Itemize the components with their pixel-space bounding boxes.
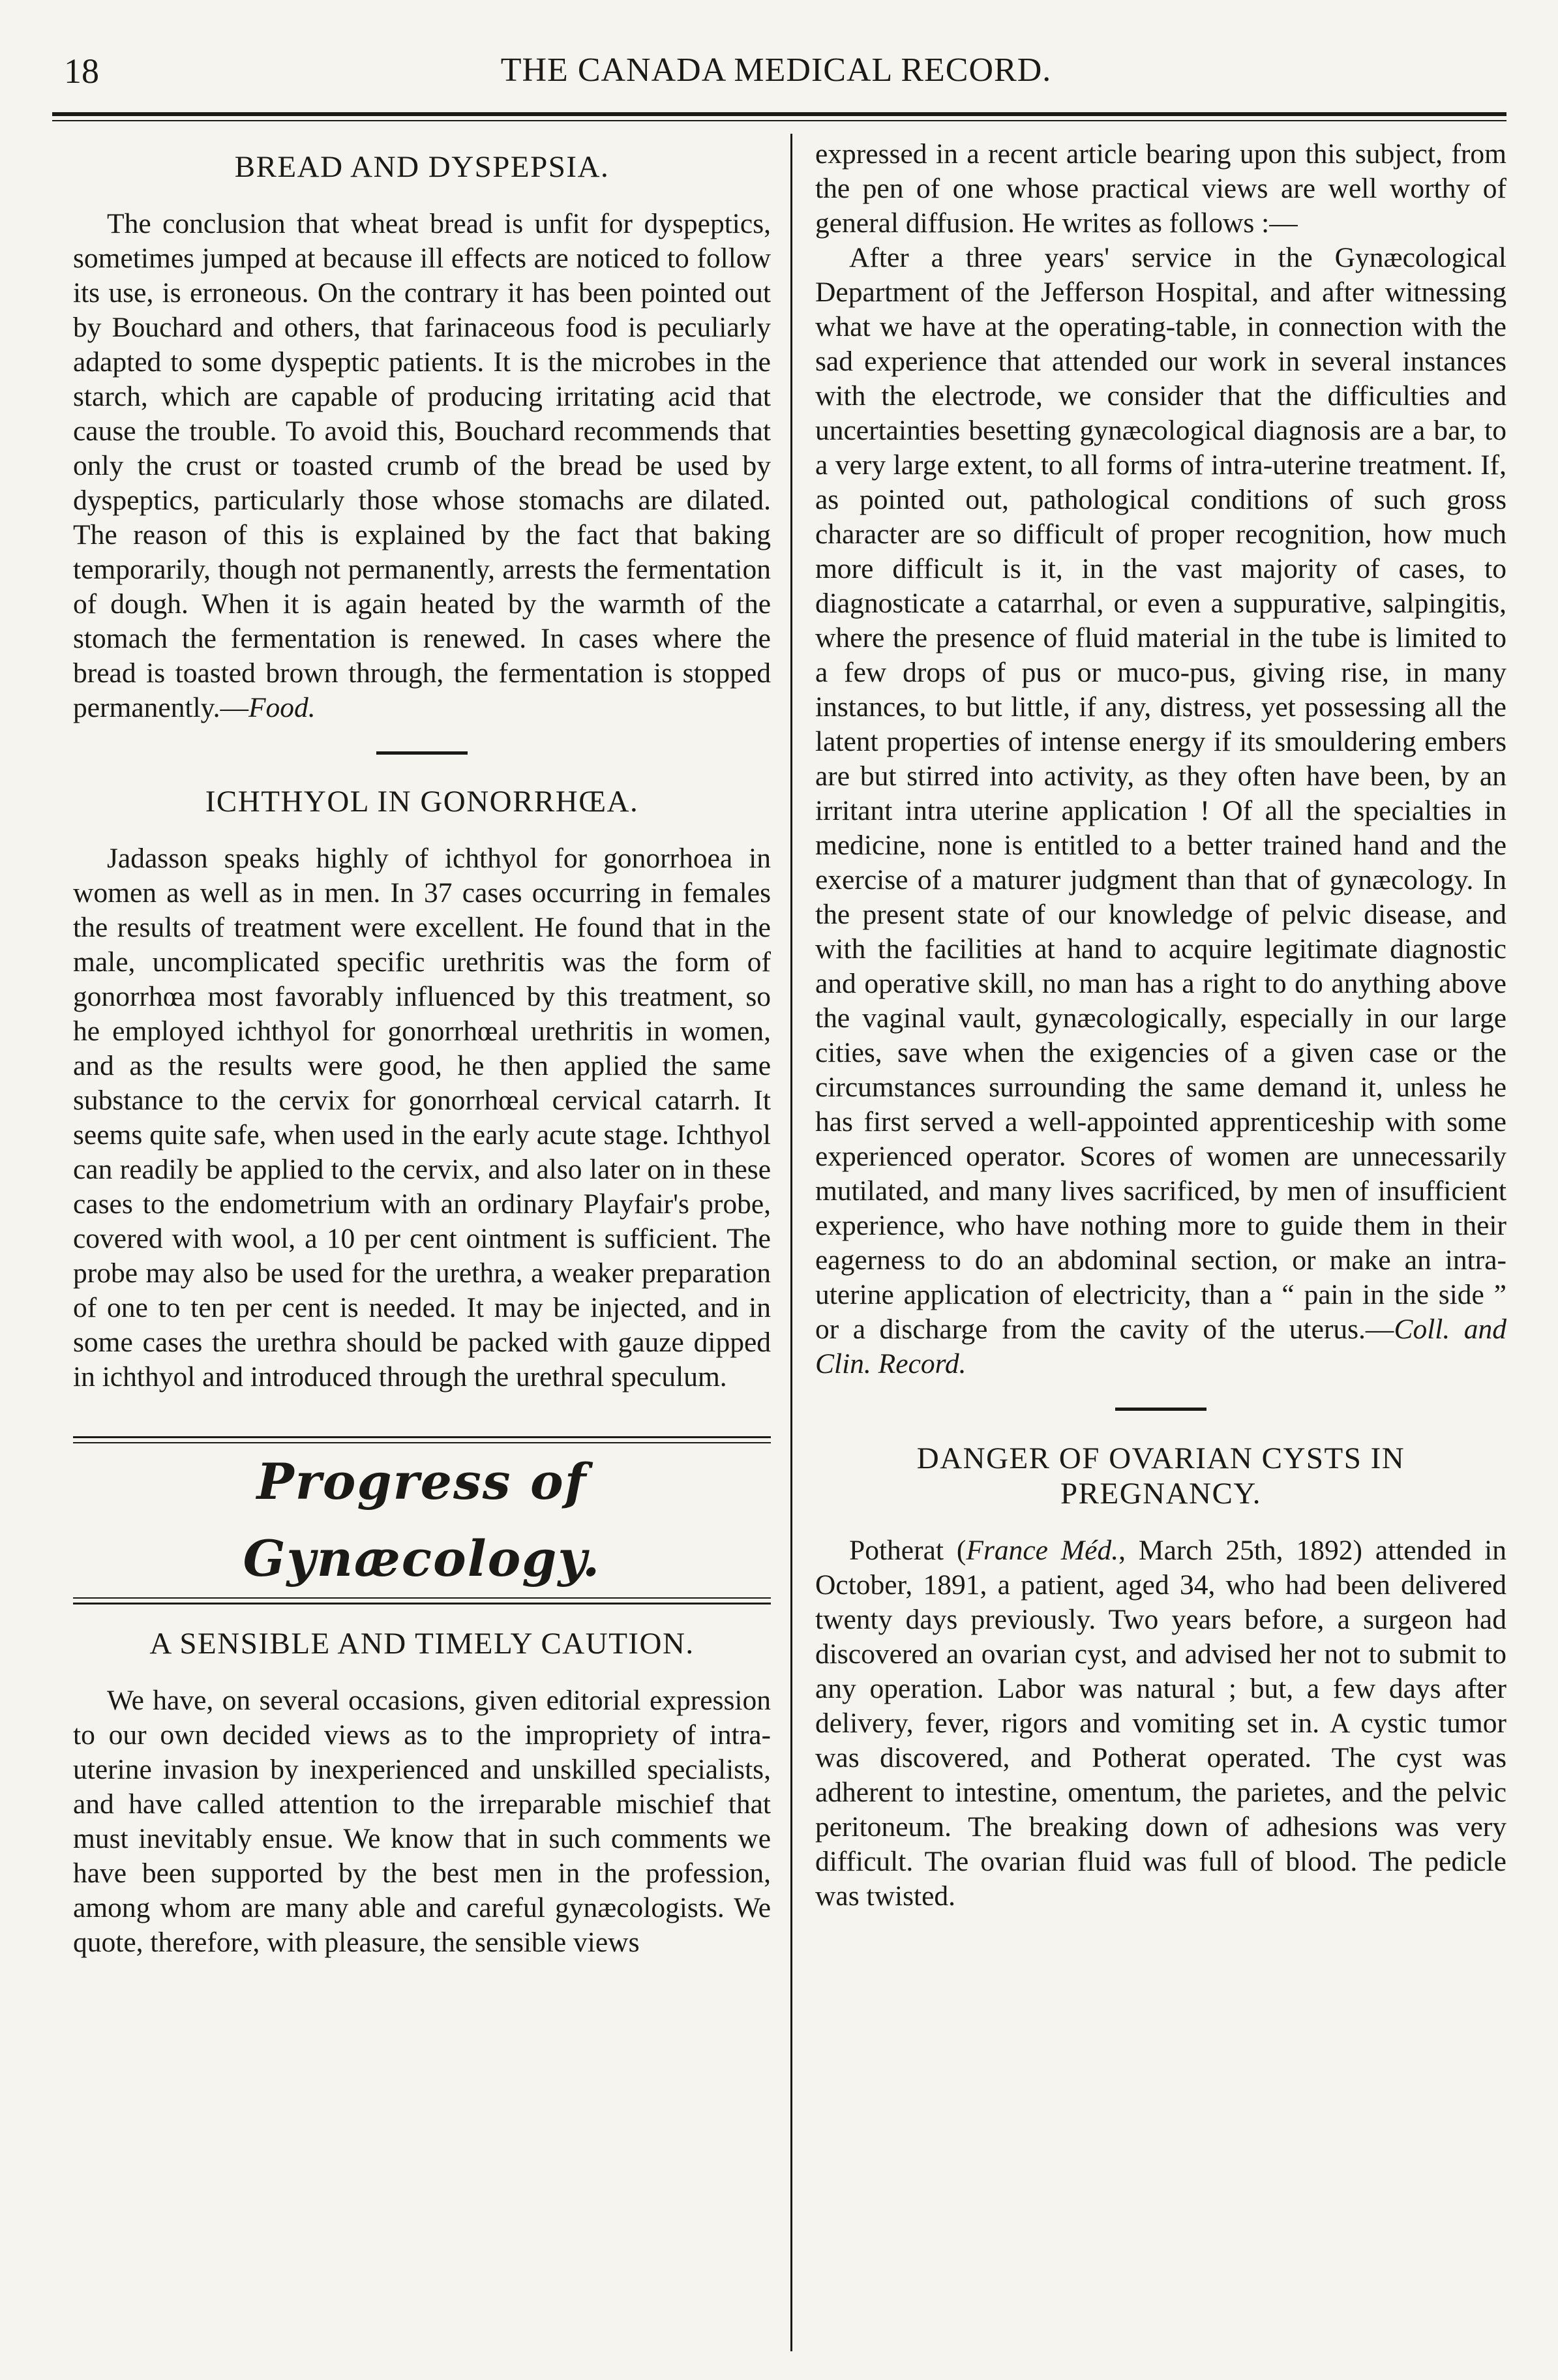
article-title-caution: A SENSIBLE AND TIMELY CAUTION.	[149, 1627, 695, 1661]
quoted-source: Coll. and Clin. Record.	[815, 1314, 1506, 1379]
article-title-ovarian	[815, 1441, 1506, 1511]
section-title: Progress of Gynæcology.	[243, 1453, 601, 1588]
article-body-caution: We have, on several occasions, given editorial expression to our own decided views as to the impropriety of intra-uterine invasion by inexperienced and unskilled specialists, and have called attention to the irreparable mischief that must inevitably ensue. We know that in such comments we have been supported by the best men in the profession, among whom are many able and careful gynæcologists. We quote, therefore, with pleasure, the sensible views	[73, 1685, 771, 1958]
banner-rule-bottom-thin	[73, 1597, 771, 1599]
column-divider	[790, 134, 792, 2351]
article-title-ichthyol: ICHTHYOL IN GONORRHŒA.	[205, 785, 639, 819]
section-banner	[73, 1436, 771, 1604]
banner-rule-bottom	[73, 1603, 771, 1604]
article-body-ovarian	[815, 1533, 1506, 1914]
running-title: THE CANADA MEDICAL RECORD.	[500, 52, 1052, 89]
article-continuation: expressed in a recent article bearing upon this subject, from the pen of one whose practical views are well worthy of general diffusion. He writes as follows :—	[815, 138, 1506, 239]
page-number: 18	[64, 52, 99, 91]
article-title-ovarian-line2: PREGNANCY.	[1060, 1477, 1261, 1511]
article-lead-ovarian: Potherat (	[849, 1535, 966, 1566]
article-body-bread	[73, 207, 771, 725]
journal-name: France Méd.	[966, 1535, 1119, 1566]
article-title-bread: BREAD AND DYSPEPSIA.	[234, 150, 610, 184]
page-header	[46, 51, 1506, 103]
article-title-ovarian-line1: DANGER OF OVARIAN CYSTS IN	[916, 1441, 1405, 1475]
article-text-bread: The conclusion that wheat bread is unfit for dyspeptics, sometimes jumped at because ill effects are noticed to follow its use, is erroneous. On the contrary it has been pointed out by Bouchard and others, that farinaceous food is peculiarly adapted to some dyspeptic patients. It is the microbes in the starch, which are capable of producing irritating acid that cause the trouble. To avoid this, Bouchard recommends that only the crust or toasted crumb of the bread be used by dyspeptics, particularly those whose stomachs are dilated. The reason of this is explained by the fact that baking temporarily, though not permanently, arrests the fermentation of dough. When it is again heated by the warmth of the stomach the fermentation is renewed. In cases where the bread is toasted brown through, the fermentation is stopped permanently.—	[73, 208, 771, 723]
quoted-paragraph	[815, 241, 1506, 1381]
header-rule-thick	[52, 112, 1506, 116]
article-source-bread: Food.	[248, 692, 316, 723]
left-column	[73, 137, 771, 1960]
right-column	[815, 137, 1506, 1914]
header-rule-thin	[52, 120, 1506, 121]
article-text-ovarian: , March 25th, 1892) attended in October, 1891, a patient, aged 34, who had been delivered twenty days previously. Two years before, a surgeon had discovered an ovarian cyst, and advised her not to submit to any operation. Labor was natural ; but, a few days after delivery, fever, rigors and vomiting set in. A cystic tumor was discovered, and Potherat operated. The cyst was adherent to intestine, omentum, the parietes, and the pelvic peritoneum. The breaking down of adhesions was very difficult. The ovarian fluid was full of blood. The pedicle was twisted.	[815, 1535, 1506, 1912]
separator-rule	[376, 751, 468, 755]
article-body-ichthyol: Jadasson speaks highly of ichthyol for gonorrhoea in women as well as in men. In 37 cases occurring in females the results of treatment were excellent. He found that in the male, uncomplicated specific urethritis was the form of gonorrhœa most favorably influenced by this treatment, so he employed ichthyol for gonorrhœal urethritis in women, and as the results were good, he then applied the same substance to the cervix for gonorrhœal cervical catarrh. It seems quite safe, when used in the early acute stage. Ichthyol can readily be applied to the cervix, and also later on in these cases to the endometrium with an ordinary Playfair's probe, covered with wool, a 10 per cent ointment is sufficient. The probe may also be used for the urethra, a weaker preparation of one to ten per cent is needed. It may be injected, and in some cases the urethra should be packed with gauze dipped in ichthyol and introduced through the urethral speculum.	[73, 843, 771, 1393]
quoted-text: After a three years' service in the Gynæcological Department of the Jefferson Hospital, and after witnessing what we have at the operating-table, in connection with the sad experience that attended our work in several instances with the electrode, we consider that the difficulties and uncertainties besetting gynæcological diagnosis are a bar, to a very large extent, to all forms of intra-uterine treatment. If, as pointed out, pathological conditions of such gross character are so difficult of proper recognition, how much more difficult is it, in the vast majority of cases, to diagnosticate a catarrhal, or even a suppurative, salpingitis, where the presence of fluid material in the tube is limited to a few drops of pus or muco-pus, giving rise, in many instances, to but little, if any, distress, yet possessing all the latent properties of intense energy if its smouldering embers are but stirred into activity, as they often have been, by an irritant intra uterine application ! Of all the specialties in medicine, none is entitled to a better trained hand and the exercise of a maturer judgment than that of gynæcology. In the present state of our knowledge of pelvic disease, and with the facilities at hand to acquire legitimate diagnostic and operative skill, no man has a right to do anything above the vaginal vault, gynæcologically, especially in our large cities, save when the exigencies of a given case or the circumstances surrounding the same demand it, unless he has first served a well-appointed apprenticeship with some experienced operator. Scores of women are unnecessarily mutilated, and many lives sacrificed, by men of insufficient experience, who have nothing more to guide them in their eagerness to do an abdominal section, or make an intra-uterine application of electricity, than a “ pain in the side ” or a discharge from the cavity of the uterus.—	[815, 242, 1506, 1345]
separator-rule-right	[1115, 1408, 1206, 1411]
banner-rule-top	[73, 1436, 771, 1438]
